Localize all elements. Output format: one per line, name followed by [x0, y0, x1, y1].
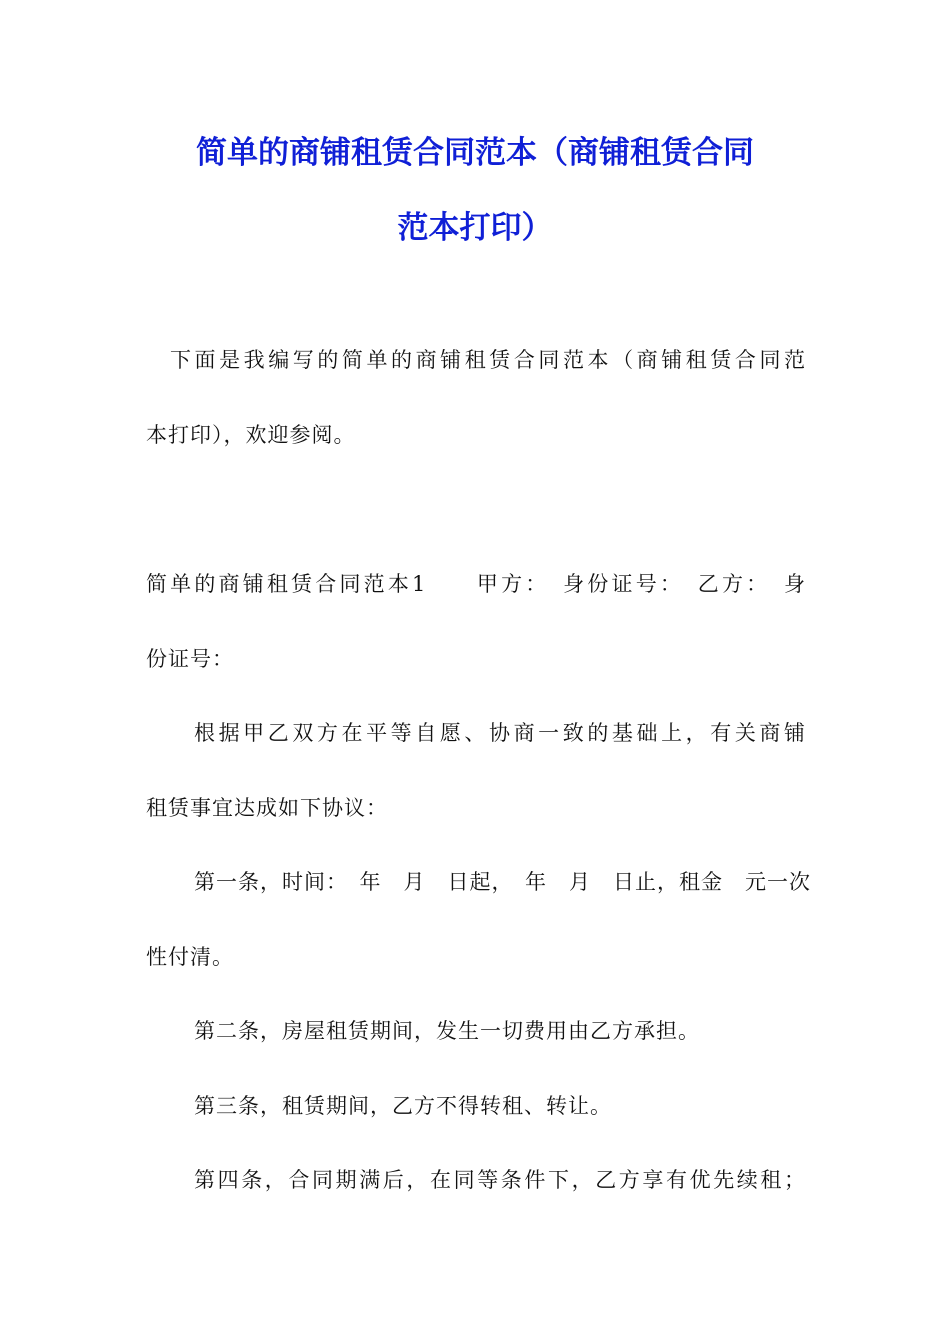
- article-3: 第三条，租赁期间，乙方不得转租、转让。: [194, 1094, 612, 1118]
- intro-line-2: 本打印），欢迎参阅。: [146, 423, 356, 447]
- article-2: 第二条，房屋租赁期间，发生一切费用由乙方承担。: [194, 1019, 700, 1043]
- paragraph-2-line-2: 租赁事宜达成如下协议：: [146, 796, 388, 820]
- paragraph-2-line-1: 根据甲乙双方在平等自愿、协商一致的基础上，有关商铺: [194, 721, 806, 745]
- article-1-line-2: 性付清。: [146, 945, 234, 969]
- article-4-line-1: 第四条，合同期满后，在同等条件下，乙方享有优先续租；: [194, 1168, 806, 1192]
- document-title-line-2: 范本打印）: [397, 210, 553, 246]
- intro-line-1: 下面是我编写的简单的商铺租赁合同范本（商铺租赁合同范: [170, 348, 806, 372]
- paragraph-1-line-2: 份证号：: [146, 647, 234, 671]
- article-1-line-1: 第一条，时间： 年 月 日起， 年 月 日止，租金 元一次: [194, 870, 811, 894]
- document-title-line-1: 简单的商铺租赁合同范本（商铺租赁合同: [196, 135, 754, 171]
- paragraph-1-line-1: 简单的商铺租赁合同范本1 甲方： 身份证号： 乙方： 身: [146, 572, 806, 596]
